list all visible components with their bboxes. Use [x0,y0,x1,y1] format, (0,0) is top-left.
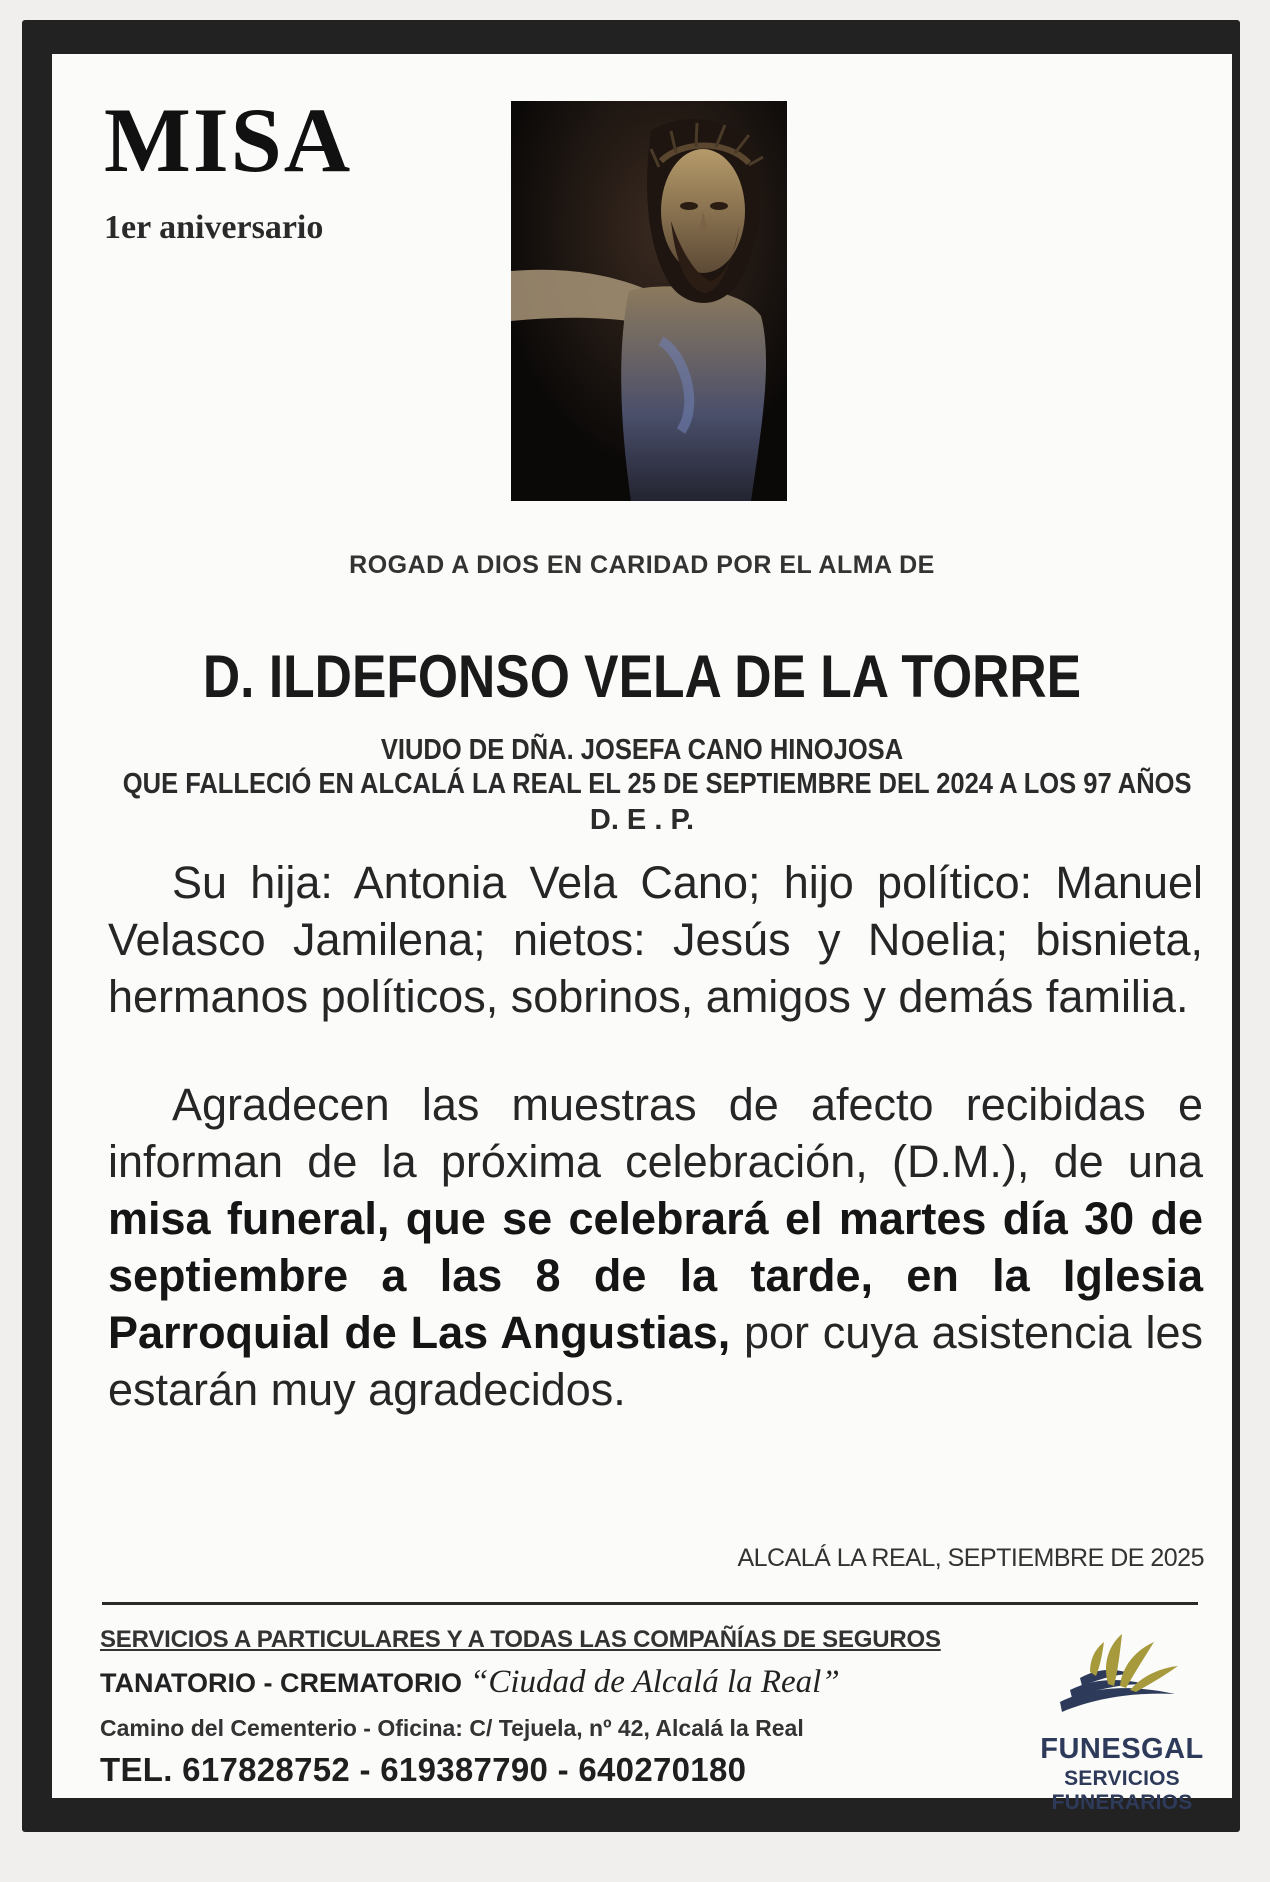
phone-numbers: TEL. 617828752 - 619387790 - 640270180 [100,1751,747,1788]
notice-subtitle: 1er aniversario [104,209,324,246]
announcement-outro: por cuya asistencia les estarán muy agradecidos. [108,1307,1203,1415]
funeral-notice [52,54,1232,1814]
tanatorio-line [100,1664,840,1701]
brand-tagline: SERVICIOS FUNERARIOS [1051,1767,1193,1814]
death-text: QUE FALLECIÓ EN ALCALÁ LA REAL EL 25 DE SEPTIEMBRE DEL 2024 A LOS 97 AÑOS [122,768,1192,800]
address-line: Camino del Cementerio - Oficina: C/ Tejuela, nº 42, Alcalá la Real [100,1715,804,1741]
brand-name: FUNESGAL [1040,1733,1204,1765]
tanatorio-name: “Ciudad de Alcalá la Real” [469,1664,840,1700]
announcement-intro: Agradecen las muestras de afecto recibidas e informan de la próxima celebración, (D.M.), de una [108,1079,1203,1187]
deceased-name: D. ILDEFONSO VELA DE LA TORRE [202,643,1082,710]
widower-text: VIUDO DE DÑA. JOSEFA CANO HINOJOSA [380,734,904,766]
place-and-date: ALCALÁ LA REAL, SEPTIEMBRE DE 2025 [737,1544,1204,1572]
dep-line: D. E . P. [589,804,695,836]
services-line: SERVICIOS A PARTICULARES Y A TODAS LAS COMPAÑÍAS DE SEGUROS [100,1626,941,1653]
announcement-mass-details: misa funeral, que se celebrará el martes día 30 de septiembre a las 8 de la tarde, en la Iglesia Parroquial de Las Angustias, [108,1193,1203,1358]
funesgal-leaves-logo-icon [1050,1632,1190,1732]
tanatorio-label: TANATORIO - CREMATORIO [100,1668,462,1698]
announcement-paragraph [108,1076,1203,1418]
notice-title: MISA [104,89,353,191]
prayer-request: ROGAD A DIOS EN CARIDAD POR EL ALMA DE [349,551,935,579]
widower-line [52,734,1232,767]
death-line [52,768,1232,801]
crucified-christ-icon [511,101,787,501]
family-paragraph: Su hija: Antonia Vela Cano; hijo político: Manuel Velasco Jamilena; nietos: Jesús y Noelia; bisnieta, hermanos políticos, sobrinos, amigos y demás familia. [108,857,1203,1022]
footer-divider [102,1602,1198,1605]
